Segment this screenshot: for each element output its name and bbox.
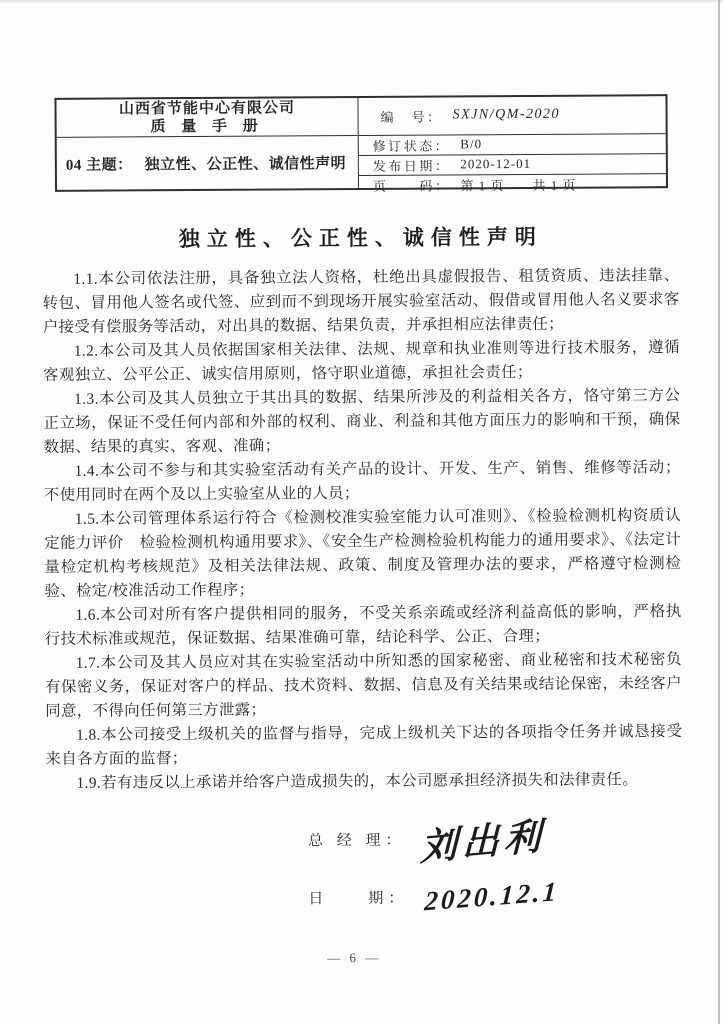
revision-status-row (359, 133, 666, 155)
issue-date-row (359, 153, 666, 175)
revision-status-label: 修订状态： (372, 137, 451, 154)
signature-date-label: 日 期： (308, 890, 409, 908)
manual-title: 质 量 手 册 (150, 118, 264, 135)
doc-number-label: 编 号： (380, 109, 443, 125)
doc-number-row (358, 96, 665, 134)
paragraph-1-2: 1.2.本公司及其人员依据国家相关法律、法规、规章和执业准则等进行技术服务，遵循客观独立、公平公正、诚实信用原则，恪守职业道德，承担社会责任； (43, 339, 681, 384)
page-number-label: 页 码： (372, 177, 451, 194)
declaration-body (42, 220, 682, 796)
paragraph-1-4: 1.4.本公司不参与和其实验室活动有关产品的设计、开发、生产、销售、维修等活动；不使用同时在两个及以上实验室从业的人员； (43, 459, 681, 504)
issue-date-label: 发布日期： (372, 157, 451, 174)
header-right-column (357, 96, 666, 194)
company-name: 山西省节能中心有限公司 (118, 99, 296, 117)
page-number-row (359, 173, 666, 195)
signature-block (307, 811, 561, 917)
paragraph-1-9: 1.9.若有违反以上承诺并给客户造成损失的，本公司愿承担经济损失和法律责任。 (76, 771, 639, 792)
revision-status-value: B/0 (460, 136, 483, 152)
handwritten-date: 2020.12.1 (423, 875, 561, 917)
doc-number-value: SXJN/QM-2020 (452, 107, 561, 123)
issue-date-value: 2020-12-01 (460, 155, 532, 172)
declaration-title: 独立性、公正性、诚信性声明 (178, 224, 543, 252)
topic-cell (57, 136, 358, 190)
paragraph-1-1: 1.1.本公司依法注册，具备独立法人资格，杜绝出具虚假报告、租赁资质、违法挂靠、转包、冒用他人签名或代签、应到而不到现场开展实验室活动、假借或冒用他人名义要求客户接受有偿服务等活动，对出具的数据、结果负责，并承担相应法律责任； (42, 267, 680, 336)
paragraph-1-7: 1.7.本公司及其人员应对其在实验室活动中所知悉的国家秘密、商业秘密和技术秘密负有保密义务，保证对客户的样品、技术资料、数据、信息及有关结果或结论保密，未经客户同意，不得向任何第三方泄露； (45, 651, 683, 720)
header-left-column (56, 98, 358, 190)
document-header-table (54, 94, 668, 192)
general-manager-label: 总 经 理： (307, 832, 406, 849)
page-number-value: 第 1 页 共 1 页 (460, 177, 577, 193)
paragraph-1-3: 1.3.本公司及其人员独立于其出具的数据、结果所涉及的利益相关各方，恪守第三方公正立场，保证不受任何内部和外部的权利、商业、利益和其他方面压力的影响和干预，确保数据、结果的真实、客观、准确； (43, 387, 681, 456)
footer-page-number: — 6 — (327, 949, 382, 966)
general-manager-row (307, 811, 559, 870)
topic-label: 04 主题： (65, 156, 133, 174)
general-manager-handwritten-signature: 刘出利 (419, 816, 546, 870)
topic-value: 独立性、公正性、诚信性声明 (144, 155, 347, 173)
paragraph-1-5: 1.5.本公司管理体系运行符合《检测校准实验室能力认可准则》、《检验检测机构资质认定能力评价 检验检测机构通用要求》、《安全生产检测检验机构能力的通用要求》、《法定计量检定机构考核规范》及相关法律法规、政策、制度及管理办法的要求，严格遵守检测检验、检定/校准活动工作程序； (44, 507, 682, 600)
paragraph-1-6: 1.6.本公司对所有客户提供相同的服务，不受关系亲疏或经济利益高低的影响，严格执行技术标准或规范，保证数据、结果准确可靠，结论科学、公正、合理； (44, 603, 682, 648)
signature-date-row (308, 875, 561, 917)
company-title-cell (56, 98, 357, 138)
paragraph-1-8: 1.8.本公司接受上级机关的监督与指导，完成上级机关下达的各项指令任务并诚恳接受来自各方面的监督； (45, 723, 683, 768)
